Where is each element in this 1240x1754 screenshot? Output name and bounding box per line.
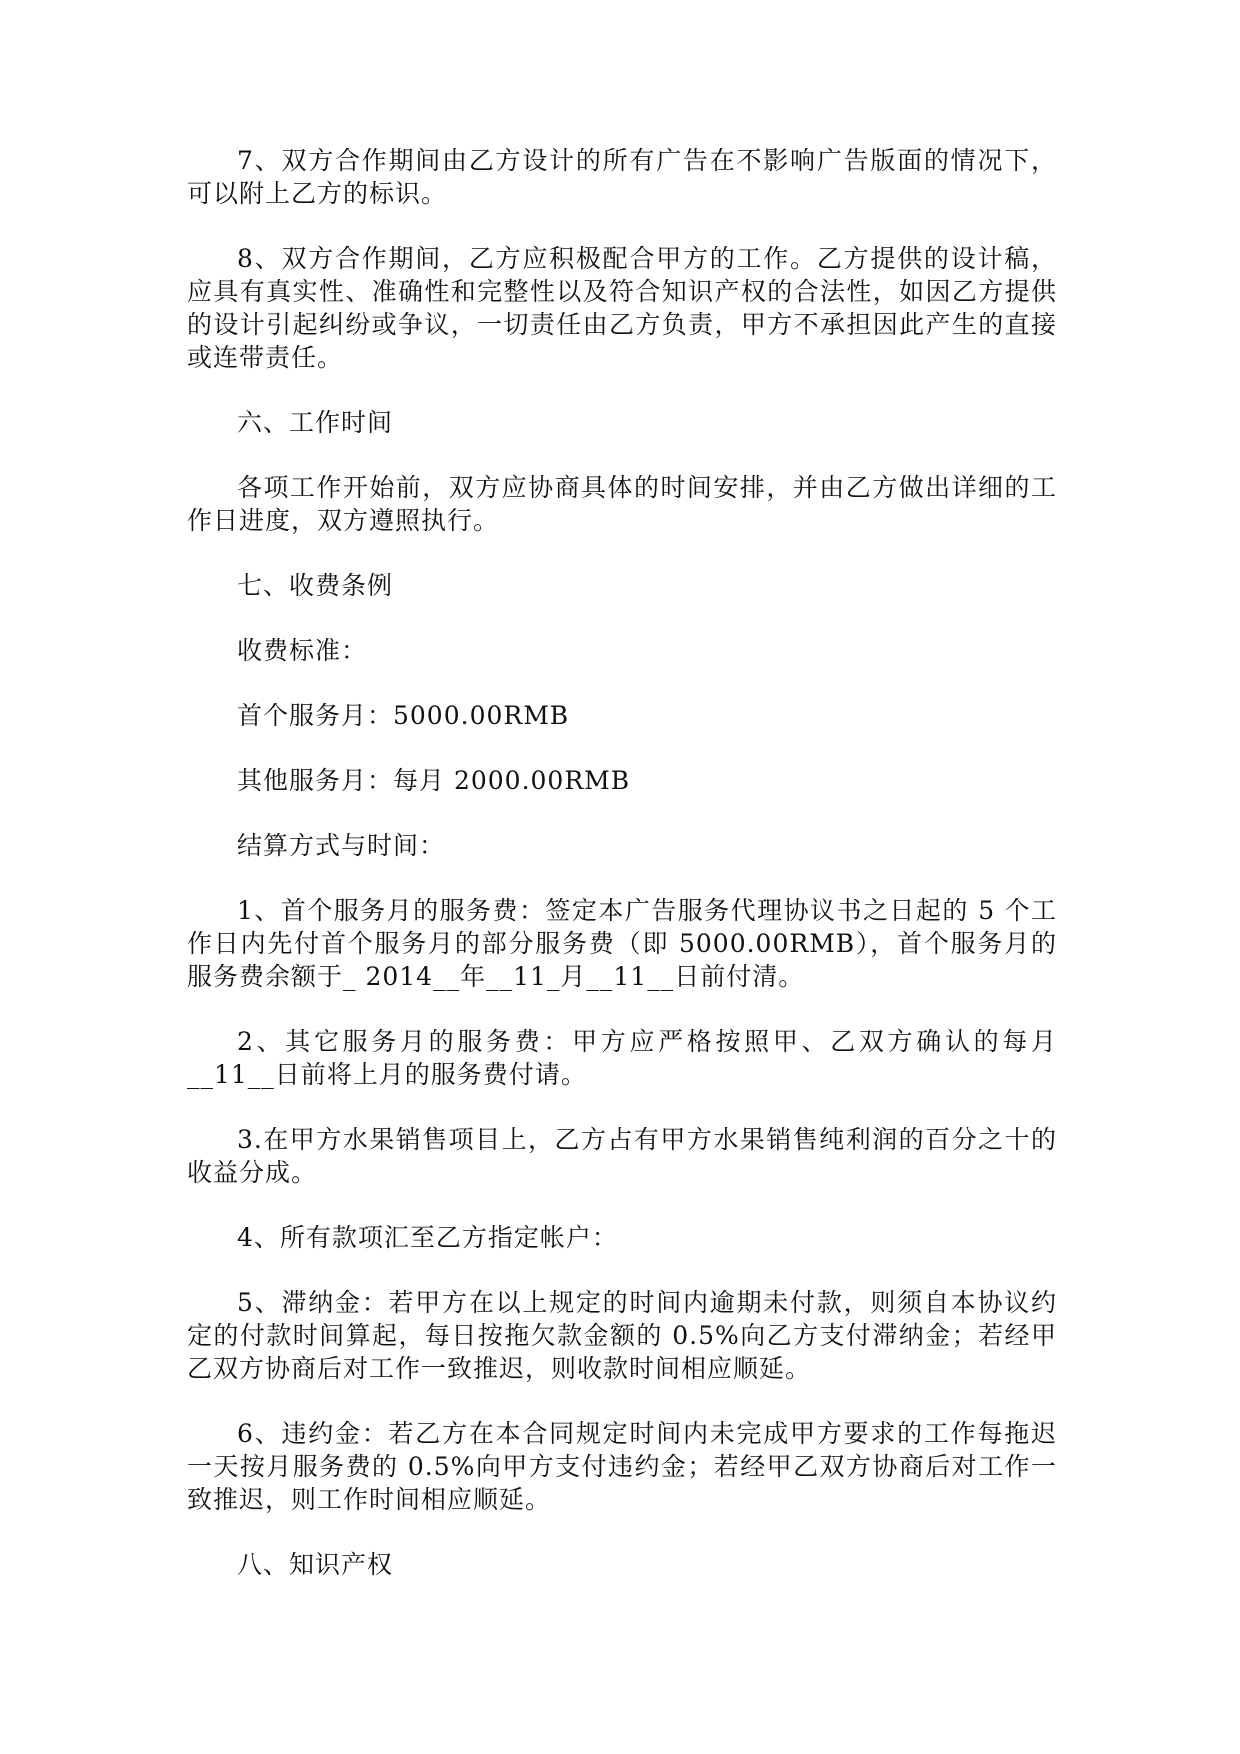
settlement-label: 结算方式与时间： — [237, 831, 446, 860]
payment-clause-1: 1、首个服务月的服务费：签定本广告服务代理协议书之日起的 5 个工作日内先付首个服务月的部分服务费（即 5000.00RMB），首个服务月的服务费余额于_ 2014__年__11_月__11__日前付清。 — [187, 896, 1057, 991]
payment-clause-3: 3.在甲方水果销售项目上，乙方占有甲方水果销售纯利润的百分之十的收益分成。 — [187, 1125, 1057, 1187]
clause-8-paragraph: 8、双方合作期间，乙方应积极配合甲方的工作。乙方提供的设计稿，应具有真实性、准确性和完整性以及符合知识产权的合法性，如因乙方提供的设计引起纠纷或争议，一切责任由乙方负责，甲方不承担因此产生的直接或连带责任。 — [187, 244, 1057, 372]
section-7-heading: 七、收费条例 — [237, 571, 394, 600]
late-fee-clause: 5、滞纳金：若甲方在以上规定的时间内逾期未付款，则须自本协议约定的付款时间算起，每日按拖欠款金额的 0.5%向乙方支付滞纳金；若经甲乙双方协商后对工作一致推迟，则收款时间相应顺延。 — [187, 1288, 1057, 1383]
section-8-heading: 八、知识产权 — [237, 1550, 394, 1579]
payment-clause-2: 2、其它服务月的服务费：甲方应严格按照甲、乙双方确认的每月__11__日前将上月的服务费付请。 — [187, 1027, 1057, 1089]
clause-7-paragraph: 7、双方合作期间由乙方设计的所有广告在不影响广告版面的情况下，可以附上乙方的标识。 — [187, 146, 1057, 208]
other-month-fee: 其他服务月：每月 2000.00RMB — [237, 766, 631, 795]
payment-clause-4: 4、所有款项汇至乙方指定帐户： — [237, 1223, 618, 1252]
work-schedule-paragraph: 各项工作开始前，双方应协商具体的时间安排，并由乙方做出详细的工作日进度，双方遵照执行。 — [187, 473, 1057, 535]
fee-standard-label: 收费标准： — [237, 636, 368, 665]
document-page — [187, 144, 1057, 1613]
section-6-heading: 六、工作时间 — [237, 408, 394, 437]
first-month-fee: 首个服务月：5000.00RMB — [237, 701, 570, 730]
penalty-clause: 6、违约金：若乙方在本合同规定时间内未完成甲方要求的工作每拖迟一天按月服务费的 0.5%向甲方支付违约金；若经甲乙双方协商后对工作一致推迟，则工作时间相应顺延。 — [187, 1419, 1057, 1514]
